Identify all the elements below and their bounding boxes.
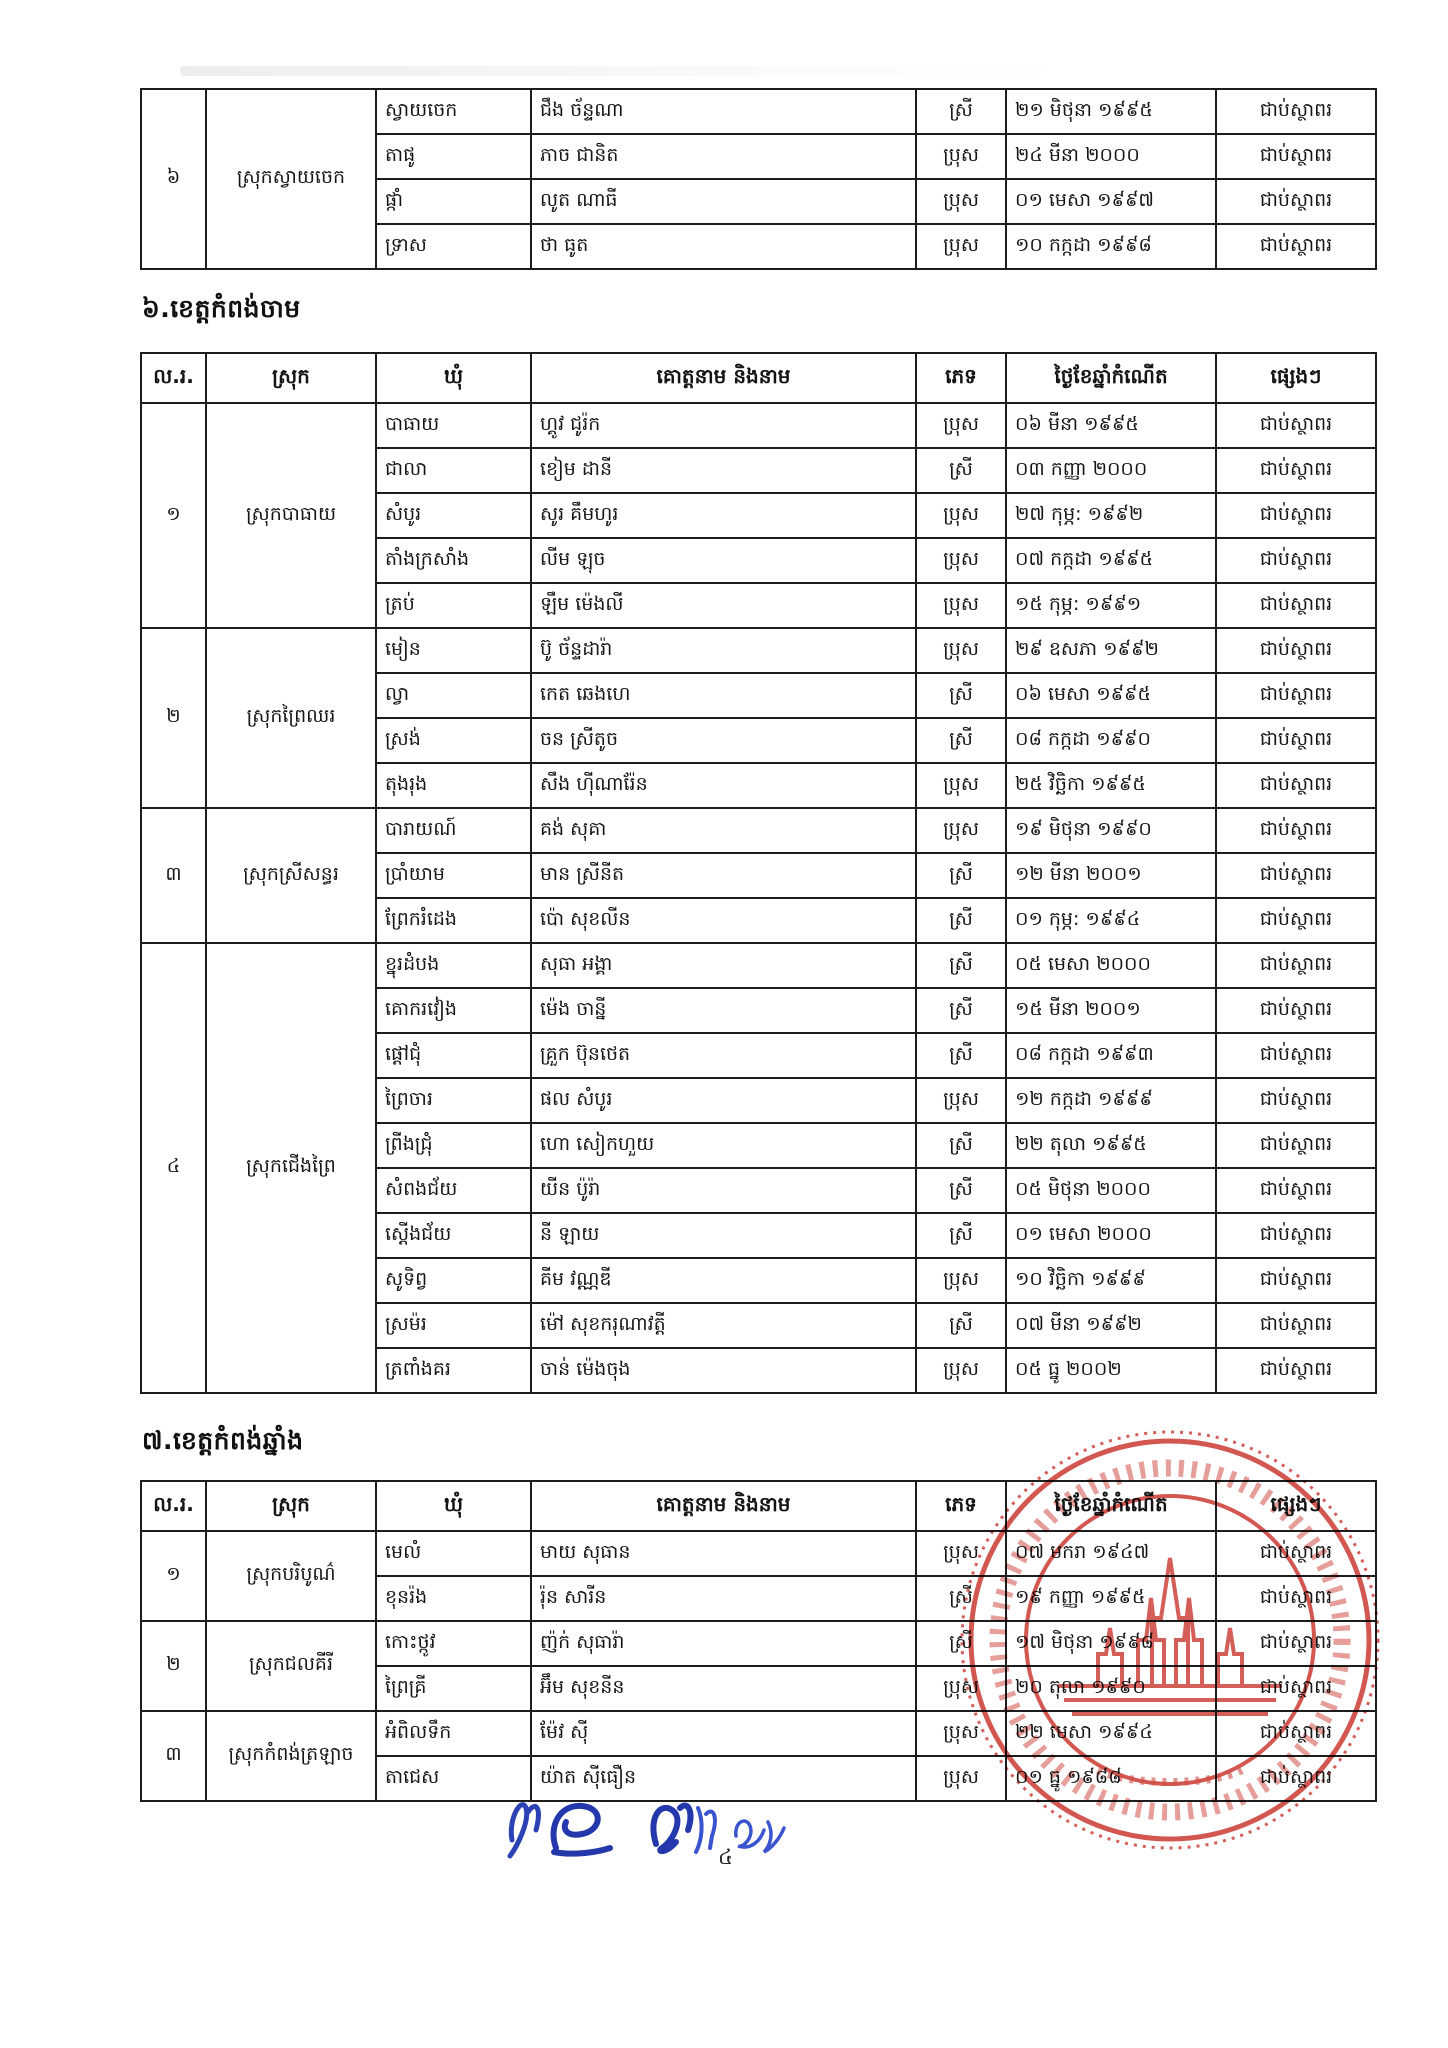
gender-cell: ប្រុស: [916, 1348, 1006, 1393]
person-name-cell: យ៉ាត ស៊ីធឿន: [531, 1756, 916, 1801]
status-cell: ជាប់ស្ថាពរ: [1216, 224, 1376, 269]
commune-cell: ខុនរ៉ង: [376, 1576, 531, 1621]
status-cell: ជាប់ស្ថាពរ: [1216, 583, 1376, 628]
commune-cell: បារាយណ៍: [376, 808, 531, 853]
dob-cell: ២៥ វិច្ឆិកា ១៩៩៥: [1006, 763, 1216, 808]
status-cell: ជាប់ស្ថាពរ: [1216, 1711, 1376, 1756]
person-name-cell: លូត ណាធី: [531, 179, 916, 224]
district-cell: ស្រុកជើងព្រៃ: [206, 943, 376, 1393]
dob-cell: ០៥ ធ្នូ ២០០២: [1006, 1348, 1216, 1393]
dob-cell: ១៥ មីនា ២០០១: [1006, 988, 1216, 1033]
person-name-cell: ប៊ូ ច័ន្ទដារ៉ា: [531, 628, 916, 673]
commune-cell: ស្វាយចេក: [376, 89, 531, 134]
status-cell: ជាប់ស្ថាពរ: [1216, 1621, 1376, 1666]
person-name-cell: ម៉ៅ សុខករុណាវត្តី: [531, 1303, 916, 1348]
column-header: ស្រុក: [206, 353, 376, 403]
gender-cell: ស្រី: [916, 1621, 1006, 1666]
status-cell: ជាប់ស្ថាពរ: [1216, 1756, 1376, 1801]
person-name-cell: សុធា អង្គា: [531, 943, 916, 988]
continuation-table: [140, 88, 1377, 270]
commune-cell: ស្រង់: [376, 718, 531, 763]
dob-cell: ០១ កុម្ភ: ១៩៩៤: [1006, 898, 1216, 943]
district-cell: ស្រុកបាធាយ: [206, 403, 376, 628]
gender-cell: ប្រុស: [916, 179, 1006, 224]
district-cell: ស្រុកស្រីសន្ធរ: [206, 808, 376, 943]
dob-cell: ០១ ធ្នូ ១៩៨៨: [1006, 1756, 1216, 1801]
person-name-cell: ឡឹម ម៉េងលី: [531, 583, 916, 628]
person-name-cell: រ៉ុន សារីន: [531, 1576, 916, 1621]
gender-cell: ប្រុស: [916, 134, 1006, 179]
gender-cell: ស្រី: [916, 673, 1006, 718]
column-header: ល.រ.: [141, 1481, 206, 1531]
status-cell: ជាប់ស្ថាពរ: [1216, 988, 1376, 1033]
gender-cell: ស្រី: [916, 898, 1006, 943]
dob-cell: ០១ មេសា ១៩៩៧: [1006, 179, 1216, 224]
dob-cell: ០៦ មីនា ១៩៩៥: [1006, 403, 1216, 448]
commune-cell: តាជេស: [376, 1756, 531, 1801]
row-number-cell: ៤: [141, 943, 206, 1393]
dob-cell: ២០ តុលា ១៩៩០: [1006, 1666, 1216, 1711]
gender-cell: ស្រី: [916, 943, 1006, 988]
dob-cell: ១២ កក្កដា ១៩៩៩: [1006, 1078, 1216, 1123]
dob-cell: ១០ កក្កដា ១៩៩៨: [1006, 224, 1216, 269]
dob-cell: ១៩ មិថុនា ១៩៩០: [1006, 808, 1216, 853]
status-cell: ជាប់ស្ថាពរ: [1216, 1531, 1376, 1576]
person-name-cell: ផល សំបូរ: [531, 1078, 916, 1123]
person-name-cell: លីម ឡុច: [531, 538, 916, 583]
gender-cell: ប្រុស: [916, 628, 1006, 673]
status-cell: ជាប់ស្ថាពរ: [1216, 1033, 1376, 1078]
status-cell: ជាប់ស្ថាពរ: [1216, 1348, 1376, 1393]
row-number-cell: ១: [141, 1531, 206, 1621]
gender-cell: ស្រី: [916, 89, 1006, 134]
commune-cell: ផ្ដៅជុំ: [376, 1033, 531, 1078]
commune-cell: អំពិលទឹក: [376, 1711, 531, 1756]
status-cell: ជាប់ស្ថាពរ: [1216, 1078, 1376, 1123]
status-cell: ជាប់ស្ថាពរ: [1216, 1213, 1376, 1258]
person-name-cell: គីម វណ្ណឌី: [531, 1258, 916, 1303]
status-cell: ជាប់ស្ថាពរ: [1216, 673, 1376, 718]
column-header: ថ្ងៃខែឆ្នាំកំណើត: [1006, 1481, 1216, 1531]
dob-cell: ២៩ ឧសភា ១៩៩២: [1006, 628, 1216, 673]
status-cell: ជាប់ស្ថាពរ: [1216, 538, 1376, 583]
status-cell: ជាប់ស្ថាពរ: [1216, 853, 1376, 898]
status-cell: ជាប់ស្ថាពរ: [1216, 134, 1376, 179]
column-header: ផ្សេងៗ: [1216, 1481, 1376, 1531]
gender-cell: ស្រី: [916, 853, 1006, 898]
gender-cell: ប្រុស: [916, 403, 1006, 448]
person-name-cell: ម៉េង ចាន្នី: [531, 988, 916, 1033]
person-name-cell: មាយ សុធាន: [531, 1531, 916, 1576]
gender-cell: ប្រុស: [916, 1258, 1006, 1303]
status-cell: ជាប់ស្ថាពរ: [1216, 448, 1376, 493]
commune-cell: កោះថ្កូវ: [376, 1621, 531, 1666]
gender-cell: ប្រុស: [916, 493, 1006, 538]
district-cell: ស្រុកព្រៃឈរ: [206, 628, 376, 808]
kampong-cham-table: [140, 352, 1377, 1394]
table-row: [141, 1621, 1376, 1666]
commune-cell: តុងរុង: [376, 763, 531, 808]
commune-cell: តាំងក្រសាំង: [376, 538, 531, 583]
person-name-cell: យីន ប៉ូរ៉ា: [531, 1168, 916, 1213]
dob-cell: ២៤ មីនា ២០០០: [1006, 134, 1216, 179]
status-cell: ជាប់ស្ថាពរ: [1216, 763, 1376, 808]
section-6-heading: ៦.ខេត្តកំពង់ចាម: [142, 294, 301, 323]
scan-artifact: [180, 66, 1080, 76]
status-cell: ជាប់ស្ថាពរ: [1216, 1168, 1376, 1213]
table-row: [141, 403, 1376, 448]
person-name-cell: ហោ សៀកហួយ: [531, 1123, 916, 1168]
gender-cell: ប្រុស: [916, 1078, 1006, 1123]
gender-cell: ប្រុស: [916, 583, 1006, 628]
dob-cell: ១៧ មិថុនា ១៩៩៨: [1006, 1621, 1216, 1666]
dob-cell: ១២ មីនា ២០០១: [1006, 853, 1216, 898]
table-row: [141, 628, 1376, 673]
commune-cell: ព្រីងជ្រុំ: [376, 1123, 531, 1168]
dob-cell: ០៦ មេសា ១៩៩៥: [1006, 673, 1216, 718]
person-name-cell: ថា ធូត: [531, 224, 916, 269]
person-name-cell: គ្រួក ប៊ុនថេត: [531, 1033, 916, 1078]
dob-cell: ០៧ មករា ១៩៤៧: [1006, 1531, 1216, 1576]
column-header: ផ្សេងៗ: [1216, 353, 1376, 403]
table-row: [141, 808, 1376, 853]
row-number-cell: ២: [141, 628, 206, 808]
gender-cell: ប្រុស: [916, 1666, 1006, 1711]
gender-cell: ប្រុស: [916, 1711, 1006, 1756]
person-name-cell: សូរ គឹមហូរ: [531, 493, 916, 538]
person-name-cell: សឹង ហ៊ីណារ៉ែន: [531, 763, 916, 808]
gender-cell: ស្រី: [916, 1576, 1006, 1621]
dob-cell: ២១ មិថុនា ១៩៩៥: [1006, 89, 1216, 134]
column-header: ស្រុក: [206, 1481, 376, 1531]
person-name-cell: នី ឡាយ: [531, 1213, 916, 1258]
commune-cell: ខ្នុរដំបង: [376, 943, 531, 988]
table-row: [141, 1531, 1376, 1576]
column-header: ឃុំ: [376, 353, 531, 403]
status-cell: ជាប់ស្ថាពរ: [1216, 1576, 1376, 1621]
gender-cell: ស្រី: [916, 718, 1006, 763]
row-number-cell: ៣: [141, 1711, 206, 1801]
gender-cell: ស្រី: [916, 1033, 1006, 1078]
district-cell: ស្រុកជលគីរី: [206, 1621, 376, 1711]
status-cell: ជាប់ស្ថាពរ: [1216, 943, 1376, 988]
person-name-cell: ចាន់ ម៉េងចុង: [531, 1348, 916, 1393]
commune-cell: បាធាយ: [376, 403, 531, 448]
commune-cell: ស្ដើងជ័យ: [376, 1213, 531, 1258]
gender-cell: ស្រី: [916, 1303, 1006, 1348]
row-number-cell: ៣: [141, 808, 206, 943]
gender-cell: ស្រី: [916, 1123, 1006, 1168]
row-number-cell: ២: [141, 1621, 206, 1711]
status-cell: ជាប់ស្ថាពរ: [1216, 718, 1376, 763]
dob-cell: ១០ វិច្ឆិកា ១៩៩៩: [1006, 1258, 1216, 1303]
gender-cell: ស្រី: [916, 1168, 1006, 1213]
status-cell: ជាប់ស្ថាពរ: [1216, 493, 1376, 538]
commune-cell: សំពងជ័យ: [376, 1168, 531, 1213]
gender-cell: ប្រុស: [916, 1531, 1006, 1576]
person-name-cell: ម៉ែវ ស៊ី: [531, 1711, 916, 1756]
gender-cell: ស្រី: [916, 988, 1006, 1033]
person-name-cell: ហ្គូវ ជូរ៉ក: [531, 403, 916, 448]
commune-cell: ផ្កាំ: [376, 179, 531, 224]
commune-cell: មេលំ: [376, 1531, 531, 1576]
gender-cell: ស្រី: [916, 1213, 1006, 1258]
status-cell: ជាប់ស្ថាពរ: [1216, 808, 1376, 853]
status-cell: ជាប់ស្ថាពរ: [1216, 89, 1376, 134]
gender-cell: ប្រុស: [916, 538, 1006, 583]
table-row: [141, 1711, 1376, 1756]
person-name-cell: ខៀម ដានី: [531, 448, 916, 493]
gender-cell: ប្រុស: [916, 763, 1006, 808]
gender-cell: ប្រុស: [916, 224, 1006, 269]
dob-cell: ២៧ កុម្ភ: ១៩៩២: [1006, 493, 1216, 538]
commune-cell: ល្វា: [376, 673, 531, 718]
dob-cell: ២២ មេសា ១៩៩៤: [1006, 1711, 1216, 1756]
district-cell: ស្រុកស្វាយចេក: [206, 89, 376, 269]
dob-cell: ២២ តុលា ១៩៩៥: [1006, 1123, 1216, 1168]
column-header: ឃុំ: [376, 1481, 531, 1531]
commune-cell: ប្រាំយាម: [376, 853, 531, 898]
row-number-cell: ១: [141, 403, 206, 628]
dob-cell: ០៧ មីនា ១៩៩២: [1006, 1303, 1216, 1348]
commune-cell: មៀន: [376, 628, 531, 673]
person-name-cell: ញ៉ក់ សុធារ៉ា: [531, 1621, 916, 1666]
status-cell: ជាប់ស្ថាពរ: [1216, 403, 1376, 448]
person-name-cell: ប៉ោ សុខលីន: [531, 898, 916, 943]
dob-cell: ០១ មេសា ២០០០: [1006, 1213, 1216, 1258]
column-header: ភេទ: [916, 1481, 1006, 1531]
kampong-chhnang-table: [140, 1480, 1377, 1802]
person-name-cell: ចន ស្រីតូច: [531, 718, 916, 763]
gender-cell: ប្រុស: [916, 1756, 1006, 1801]
column-header: គោត្តនាម និងនាម: [531, 1481, 916, 1531]
status-cell: ជាប់ស្ថាពរ: [1216, 1123, 1376, 1168]
header-row: [141, 353, 1376, 403]
commune-cell: ត្រប់: [376, 583, 531, 628]
person-name-cell: កេត ឆេងហេ: [531, 673, 916, 718]
dob-cell: ០៨ កក្កដា ១៩៩០: [1006, 718, 1216, 763]
column-header: ភេទ: [916, 353, 1006, 403]
commune-cell: ទ្រាស: [376, 224, 531, 269]
dob-cell: ០៥ មិថុនា ២០០០: [1006, 1168, 1216, 1213]
commune-cell: ជាលា: [376, 448, 531, 493]
person-name-cell: អ៊ឹម សុខនីន: [531, 1666, 916, 1711]
person-name-cell: ជឹង ច័ន្ទណា: [531, 89, 916, 134]
gender-cell: ប្រុស: [916, 808, 1006, 853]
commune-cell: គោករវៀង: [376, 988, 531, 1033]
header-row: [141, 1481, 1376, 1531]
commune-cell: សំបូរ: [376, 493, 531, 538]
commune-cell: ព្រៃចារ: [376, 1078, 531, 1123]
commune-cell: ព្រៃគ្រី: [376, 1666, 531, 1711]
gender-cell: ស្រី: [916, 448, 1006, 493]
status-cell: ជាប់ស្ថាពរ: [1216, 1666, 1376, 1711]
section-7-heading: ៧.ខេត្តកំពង់ឆ្នាំង: [142, 1426, 304, 1455]
commune-cell: សូទិព្វ: [376, 1258, 531, 1303]
commune-cell: ស្រម៉រ: [376, 1303, 531, 1348]
dob-cell: ០៧ កក្កដា ១៩៩៥: [1006, 538, 1216, 583]
status-cell: ជាប់ស្ថាពរ: [1216, 1258, 1376, 1303]
commune-cell: ត្រពាំងគរ: [376, 1348, 531, 1393]
status-cell: ជាប់ស្ថាពរ: [1216, 1303, 1376, 1348]
commune-cell: ព្រែករំដេង: [376, 898, 531, 943]
commune-cell: តាផូ: [376, 134, 531, 179]
dob-cell: ១៩ កញ្ញា ១៩៩៥: [1006, 1576, 1216, 1621]
person-name-cell: ភាច ជានិត: [531, 134, 916, 179]
column-header: ថ្ងៃខែឆ្នាំកំណើត: [1006, 353, 1216, 403]
column-header: ល.រ.: [141, 353, 206, 403]
table-row: [141, 89, 1376, 134]
column-header: គោត្តនាម និងនាម: [531, 353, 916, 403]
dob-cell: ០៨ កក្កដា ១៩៩៣: [1006, 1033, 1216, 1078]
dob-cell: ០៥ មេសា ២០០០: [1006, 943, 1216, 988]
status-cell: ជាប់ស្ថាពរ: [1216, 898, 1376, 943]
page-number: ៤: [718, 1845, 733, 1869]
table-row: [141, 943, 1376, 988]
dob-cell: ១៥ កុម្ភ: ១៩៩១: [1006, 583, 1216, 628]
district-cell: ស្រុកបរិបូណ៌: [206, 1531, 376, 1621]
dob-cell: ០៣ កញ្ញា ២០០០: [1006, 448, 1216, 493]
row-number-cell: ៦: [141, 89, 206, 269]
status-cell: ជាប់ស្ថាពរ: [1216, 628, 1376, 673]
person-name-cell: មាន ស្រីនីត: [531, 853, 916, 898]
district-cell: ស្រុកកំពង់ត្រឡាច: [206, 1711, 376, 1801]
person-name-cell: គង់ សុគា: [531, 808, 916, 853]
status-cell: ជាប់ស្ថាពរ: [1216, 179, 1376, 224]
